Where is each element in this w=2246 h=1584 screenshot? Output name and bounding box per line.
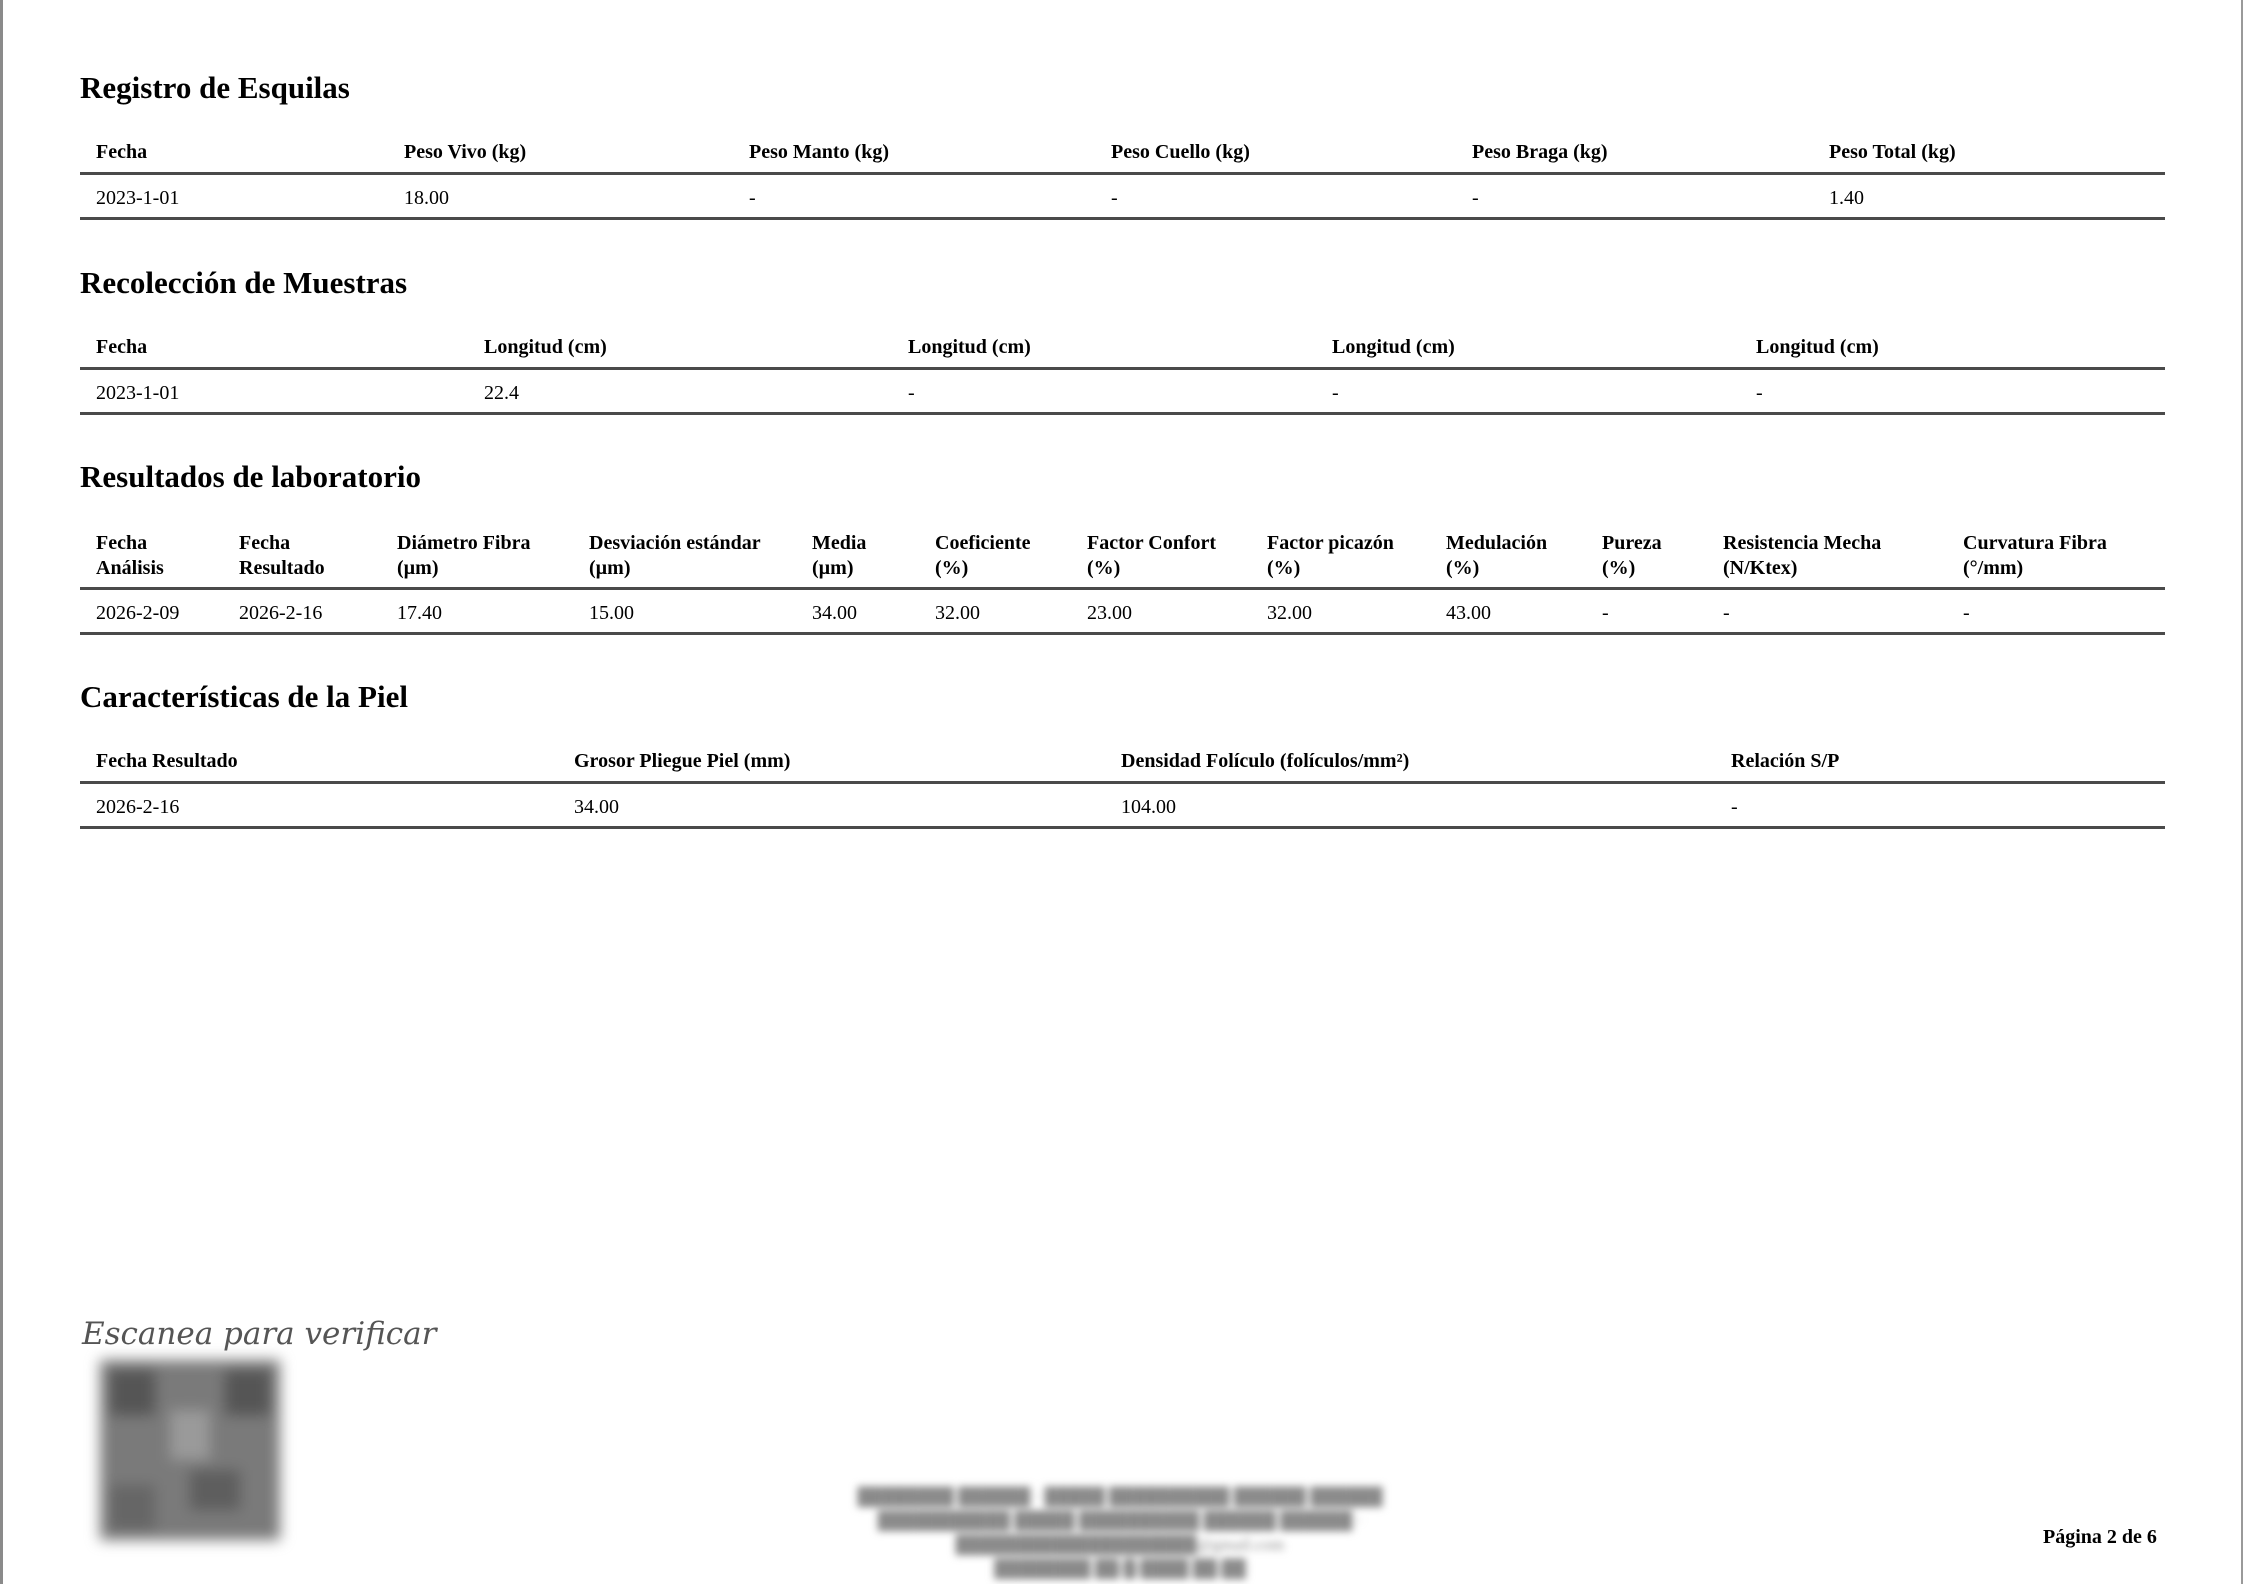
page-right-edge (2241, 0, 2243, 1584)
table-cell: 1.40 (1829, 187, 1864, 209)
table-cell: - (1756, 382, 1763, 404)
column-header: Resistencia Mecha (N/Ktex) (1723, 532, 1882, 579)
column-header: Peso Cuello (kg) (1111, 141, 1250, 163)
table-cell: 22.4 (484, 382, 519, 404)
table-cell: 34.00 (812, 602, 857, 624)
column-header: Peso Manto (kg) (749, 141, 889, 163)
table-cell: - (908, 382, 915, 404)
table-cell: - (1723, 602, 1730, 624)
table-cell: 2023-1-01 (96, 187, 180, 209)
header-divider (80, 781, 2165, 784)
column-header: Pureza (%) (1602, 532, 1662, 579)
table-cell: 2026-2-09 (96, 602, 180, 624)
table-cell: 2026-2-16 (96, 796, 180, 818)
table-cell: - (1332, 382, 1339, 404)
column-header: Factor picazón (%) (1267, 532, 1394, 579)
section-title: Recolección de Muestras (80, 265, 408, 300)
header-divider (80, 587, 2165, 590)
row-divider (80, 826, 2165, 829)
table-cell: 18.00 (404, 187, 449, 209)
table-cell: 15.00 (589, 602, 634, 624)
table-cell: 23.00 (1087, 602, 1132, 624)
qr-code[interactable] (100, 1360, 280, 1540)
row-divider (80, 632, 2165, 635)
table-cell: - (749, 187, 756, 209)
table-cell: - (1111, 187, 1118, 209)
footer-info-blurred: ████████ ██████ · █████ ██████████ ██████ ██████ ███████████ █████ ██████████ ██████ ██████ · ████████████████████@gmail.com ████████ ██/█/████ ██:██ (857, 1487, 1383, 1578)
table-cell: 34.00 (574, 796, 619, 818)
column-header: Fecha Resultado (239, 532, 325, 579)
table-cell: 17.40 (397, 602, 442, 624)
row-divider (80, 412, 2165, 415)
table-cell: - (1472, 187, 1479, 209)
column-header: Grosor Pliegue Piel (mm) (574, 750, 791, 772)
table-cell: 32.00 (935, 602, 980, 624)
section-title: Registro de Esquilas (80, 70, 350, 105)
column-header: Longitud (cm) (484, 336, 607, 358)
header-divider (80, 367, 2165, 370)
table-cell: 43.00 (1446, 602, 1491, 624)
column-header: Fecha (96, 336, 148, 358)
column-header: Desviación estándar (µm) (589, 532, 761, 579)
section-title: Resultados de laboratorio (80, 459, 421, 494)
column-header: Factor Confort (%) (1087, 532, 1217, 579)
column-header: Peso Vivo (kg) (404, 141, 527, 163)
column-header: Longitud (cm) (1332, 336, 1455, 358)
column-header: Media (µm) (812, 532, 867, 579)
table-cell: - (1963, 602, 1970, 624)
table-cell: - (1731, 796, 1738, 818)
column-header: Curvatura Fibra (°/mm) (1963, 532, 2107, 579)
column-header: Relación S/P (1731, 750, 1840, 772)
page-left-edge (0, 0, 3, 1584)
column-header: Fecha Resultado (96, 750, 238, 772)
header-divider (80, 172, 2165, 175)
column-header: Peso Total (kg) (1829, 141, 1956, 163)
table-cell: 2026-2-16 (239, 602, 323, 624)
table-cell: - (1602, 602, 1609, 624)
column-header: Fecha (96, 141, 148, 163)
section-title: Características de la Piel (80, 679, 408, 714)
column-header: Longitud (cm) (908, 336, 1031, 358)
table-cell: 32.00 (1267, 602, 1312, 624)
column-header: Diámetro Fibra (µm) (397, 532, 531, 579)
column-header: Fecha Análisis (96, 532, 164, 579)
column-header: Medulación (%) (1446, 532, 1548, 579)
column-header: Coeficiente (%) (935, 532, 1031, 579)
row-divider (80, 217, 2165, 220)
column-header: Densidad Folículo (folículos/mm²) (1121, 750, 1410, 772)
column-header: Longitud (cm) (1756, 336, 1879, 358)
table-cell: 104.00 (1121, 796, 1176, 818)
table-cell: 2023-1-01 (96, 382, 180, 404)
page-number: Página 2 de 6 (2043, 1526, 2157, 1548)
verify-label: Escanea para verificar (82, 1316, 437, 1352)
column-header: Peso Braga (kg) (1472, 141, 1608, 163)
